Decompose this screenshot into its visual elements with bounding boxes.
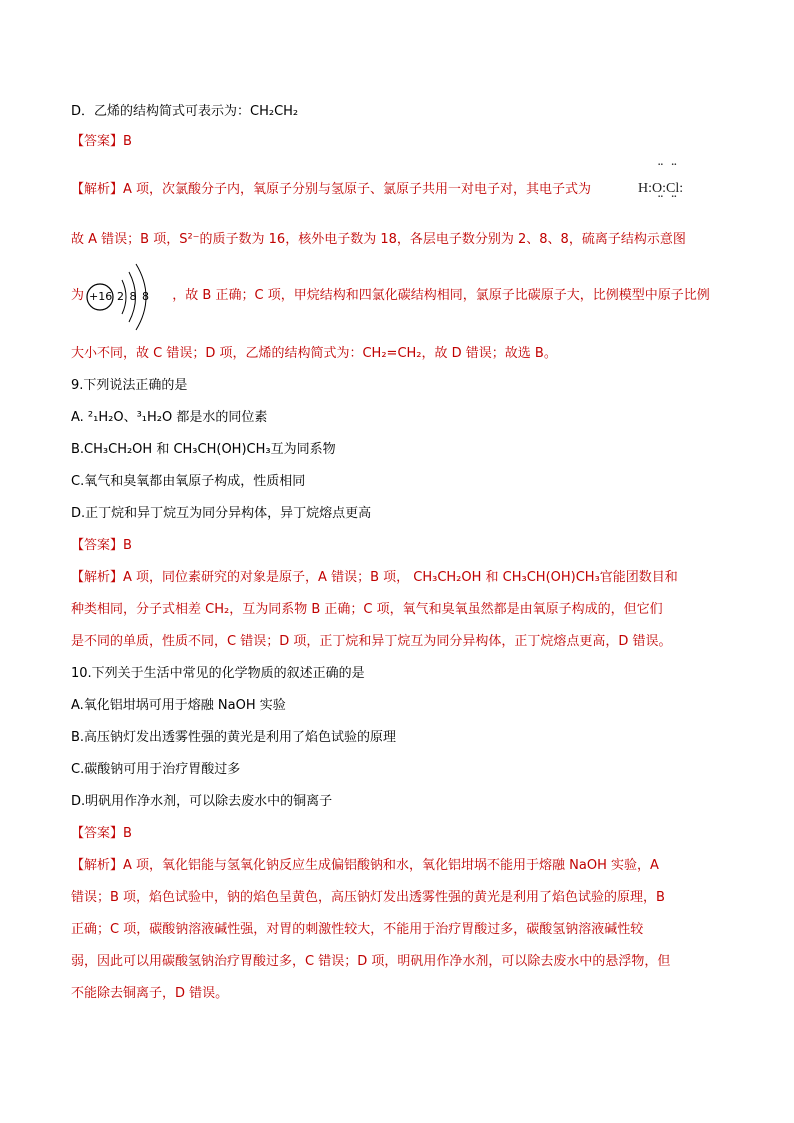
analysis-text: A 项，次氯酸分子内，氧原子分别与氢原子、氯原子共用一对电子对，其电子式为 <box>123 182 592 197</box>
hocl-electron-formula <box>638 162 708 212</box>
analysis-text-pre: 为 <box>71 288 85 303</box>
analysis-10-line4: 弱，因此可以用碳酸氢钠治疗胃酸过多，C 错误；D 项，明矾用作净水剂，可以除去废水中的悬浮物，但 <box>71 954 671 969</box>
analysis-label: 【解析】 <box>71 182 124 197</box>
analysis-label: 【解析】 <box>71 858 124 873</box>
answer-label: 【答案】 <box>71 134 124 149</box>
top-dots: ¨ ¨ <box>657 162 679 178</box>
answer-line-8 <box>71 133 132 151</box>
analysis-8-line4: 大小不同，故 C 错误；D 项，乙烯的结构简式为：CH₂=CH₂，故 D 错误；故选 B。 <box>71 346 557 361</box>
analysis-text: A 项，同位素研究的对象是原子，A 错误；B 项， CH₃CH₂OH 和 CH₃CH(OH)CH₃官能团数目和 <box>123 570 678 585</box>
analysis-10-line3: 正确；C 项，碳酸钠溶液碱性强，对胃的刺激性较大，不能用于治疗胃酸过多，碳酸氢钠溶液碱性较 <box>71 922 644 937</box>
question-9-option-d: D.正丁烷和异丁烷互为同分异构体，异丁烷熔点更高 <box>71 506 372 521</box>
analysis-9-line1 <box>71 569 678 587</box>
question-9-option-a: A. ²₁H₂O、³₁H₂O 都是水的同位素 <box>71 410 268 425</box>
answer-label: 【答案】 <box>71 826 124 841</box>
analysis-label: 【解析】 <box>71 570 124 585</box>
question-9-option-c: C.氧气和臭氧都由氧原子构成，性质相同 <box>71 474 306 489</box>
option-d-prev: D．乙烯的结构简式可表示为：CH₂CH₂ <box>71 104 299 119</box>
nucleus-charge: +16 <box>89 290 113 303</box>
answer-value: B <box>123 538 132 553</box>
question-9: 9.下列说法正确的是 <box>71 378 188 393</box>
answer-value: B <box>123 134 132 149</box>
answer-line-9 <box>71 537 132 555</box>
analysis-10-line2: 错误；B 项，焰色试验中，钠的焰色呈黄色，高压钠灯发出透雾性强的黄光是利用了焰色试验的原理，B <box>71 890 665 905</box>
analysis-10-line1 <box>71 857 659 875</box>
analysis-text-post: ，故 B 正确；C 项，甲烷结构和四氯化碳结构相同，氯原子比碳原子大，比例模型中原子比例 <box>172 288 710 303</box>
analysis-8-line3 <box>71 287 710 305</box>
question-10-option-a: A.氧化铝坩埚可用于熔融 NaOH 实验 <box>71 698 286 713</box>
question-9-option-b: B.CH₃CH₂OH 和 CH₃CH(OH)CH₃互为同系物 <box>71 442 336 457</box>
analysis-9-line2: 种类相同，分子式相差 CH₂，互为同系物 B 正确；C 项，氧气和臭氧虽然都是由氧原子构成的，但它们 <box>71 602 663 617</box>
question-10: 10.下列关于生活中常见的化学物质的叙述正确的是 <box>71 666 365 681</box>
analysis-text: A 项，氧化铝能与氢氧化钠反应生成偏铝酸钠和水，氧化铝坩埚不能用于熔融 NaOH 实验，A <box>123 858 659 873</box>
answer-line-10 <box>71 825 132 843</box>
analysis-8-line1 <box>71 181 591 199</box>
analysis-8-line2: 故 A 错误；B 项，S²⁻的质子数为 16，核外电子数为 18，各层电子数分别为 2、8、8，硫离子结构示意图 <box>71 232 686 247</box>
question-10-option-d: D.明矾用作净水剂，可以除去废水中的铜离子 <box>71 794 333 809</box>
answer-value: B <box>123 826 132 841</box>
bottom-dots: ¨ ¨ <box>657 194 679 210</box>
question-10-option-c: C.碳酸钠可用于治疗胃酸过多 <box>71 762 241 777</box>
question-10-option-b: B.高压钠灯发出透雾性强的黄光是利用了焰色试验的原理 <box>71 730 397 745</box>
formula-text: H:O:Cl: <box>638 181 684 196</box>
analysis-9-line3: 是不同的单质，性质不同，C 错误；D 项，正丁烷和异丁烷互为同分异构体，正丁烷熔点更高，D 错误。 <box>71 634 672 649</box>
answer-label: 【答案】 <box>71 538 124 553</box>
shell-electrons: 2 8 8 <box>117 290 150 303</box>
analysis-10-line5: 不能除去铜离子，D 错误。 <box>71 986 229 1001</box>
